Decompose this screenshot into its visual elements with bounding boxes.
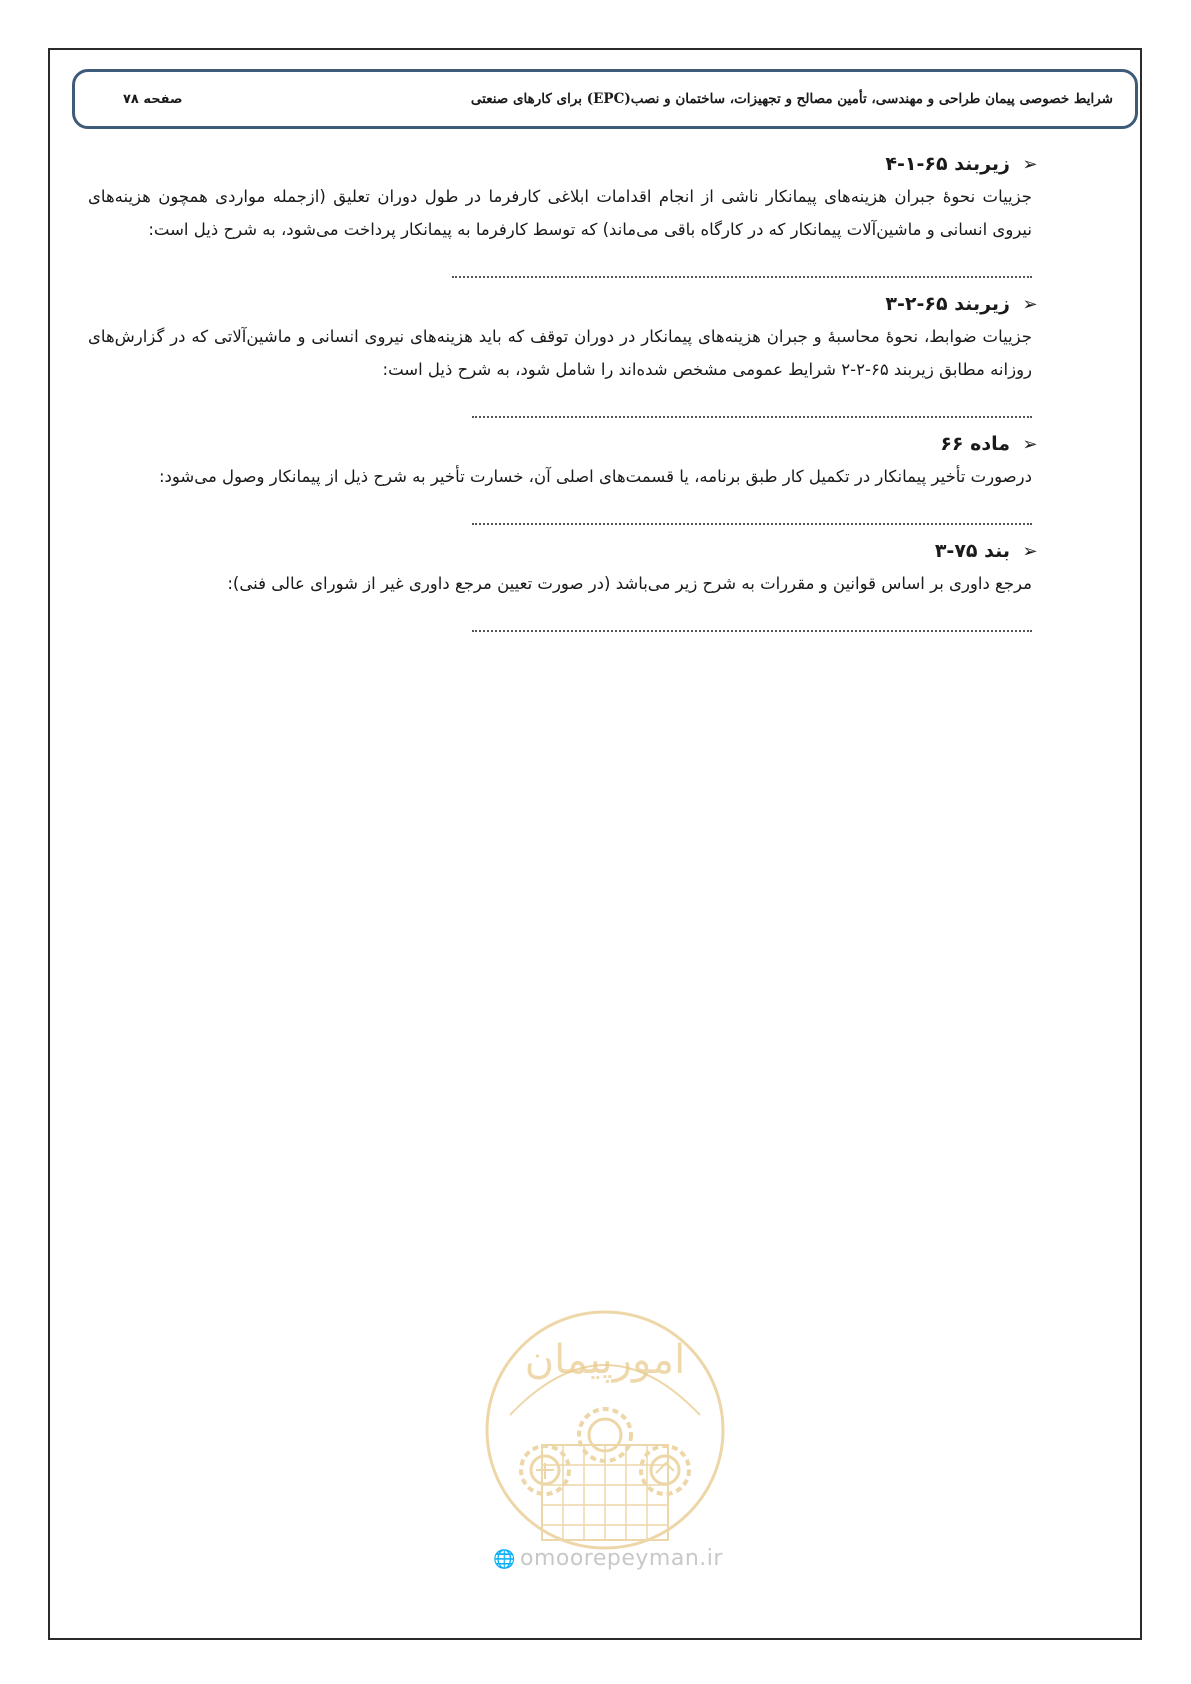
- arrow-bullet-icon: ➢: [1022, 433, 1038, 455]
- page-number: صفحه ۷۸: [123, 91, 183, 107]
- arrow-bullet-icon: ➢: [1022, 293, 1038, 315]
- section-heading-text: ماده ۶۶: [940, 433, 1010, 455]
- watermark-url: [478, 1546, 738, 1571]
- section-subclause-65-2-3: [88, 288, 1038, 418]
- fill-in-dotted-line: [452, 258, 1032, 278]
- section-clause-75-3: [88, 535, 1038, 632]
- section-heading: [88, 148, 1040, 180]
- page-header: [72, 69, 1138, 129]
- section-body-text: جزییات نحوهٔ جبران هزینه‌های پیمانکار ناشی از انجام اقدامات ابلاغی کارفرما در طول دوران تعلیق (ازجمله مواردی همچون هزینه‌های نیروی انسانی و ماشین‌آلات پیمانکار که در کارگاه باقی می‌ماند) که توسط کارفرما به پیمانکار پرداخت می‌شود، به شرح ذیل است:: [88, 187, 1032, 239]
- header-title: شرایط خصوصی پیمان طراحی و مهندسی، تأمین مصالح و تجهیزات، ساختمان و نصب(EPC) برای کارهای صنعتی: [470, 91, 1113, 107]
- section-article-66: [88, 428, 1038, 525]
- document-body: [88, 148, 1038, 642]
- watermark-logo: [470, 1295, 740, 1570]
- section-body-text: جزییات ضوابط، نحوهٔ محاسبهٔ و جبران هزینه‌های پیمانکار در دوران توقف که باید هزینه‌های نیروی انسانی و ماشین‌آلاتی که در گزارش‌های روزانه مطابق زیربند ۶۵-۲-۲ شرایط عمومی مشخص شده‌اند را شامل شود، به شرح ذیل است:: [88, 327, 1032, 379]
- watermark-url-text: omoorepeyman.ir: [519, 1546, 723, 1571]
- section-heading-text: بند ۷۵-۳: [934, 540, 1010, 562]
- section-body-text: درصورت تأخیر پیمانکار در تکمیل کار طبق برنامه، یا قسمت‌های اصلی آن، خسارت تأخیر به شرح ذیل از پیمانکار وصول می‌شود:: [158, 467, 1032, 486]
- section-heading: [88, 535, 1040, 567]
- fill-in-dotted-line: [472, 398, 1032, 418]
- section-subclause-65-1-4: [88, 148, 1038, 278]
- watermark-logo-text: امورپیمان: [524, 1337, 686, 1383]
- section-heading-text: زیربند ۶۵-۲-۳: [885, 293, 1010, 315]
- section-heading: [88, 428, 1040, 460]
- section-heading: [88, 288, 1040, 320]
- section-body-text: مرجع داوری بر اساس قوانین و مقررات به شرح زیر می‌باشد (در صورت تعیین مرجع داوری غیر از شورای عالی فنی):: [227, 574, 1032, 593]
- arrow-bullet-icon: ➢: [1022, 540, 1038, 562]
- fill-in-dotted-line: [472, 505, 1032, 525]
- section-heading-text: زیربند ۶۵-۱-۴: [885, 153, 1010, 175]
- arrow-bullet-icon: ➢: [1022, 153, 1038, 175]
- fill-in-dotted-line: [472, 612, 1032, 632]
- globe-icon: 🌐: [493, 1549, 516, 1570]
